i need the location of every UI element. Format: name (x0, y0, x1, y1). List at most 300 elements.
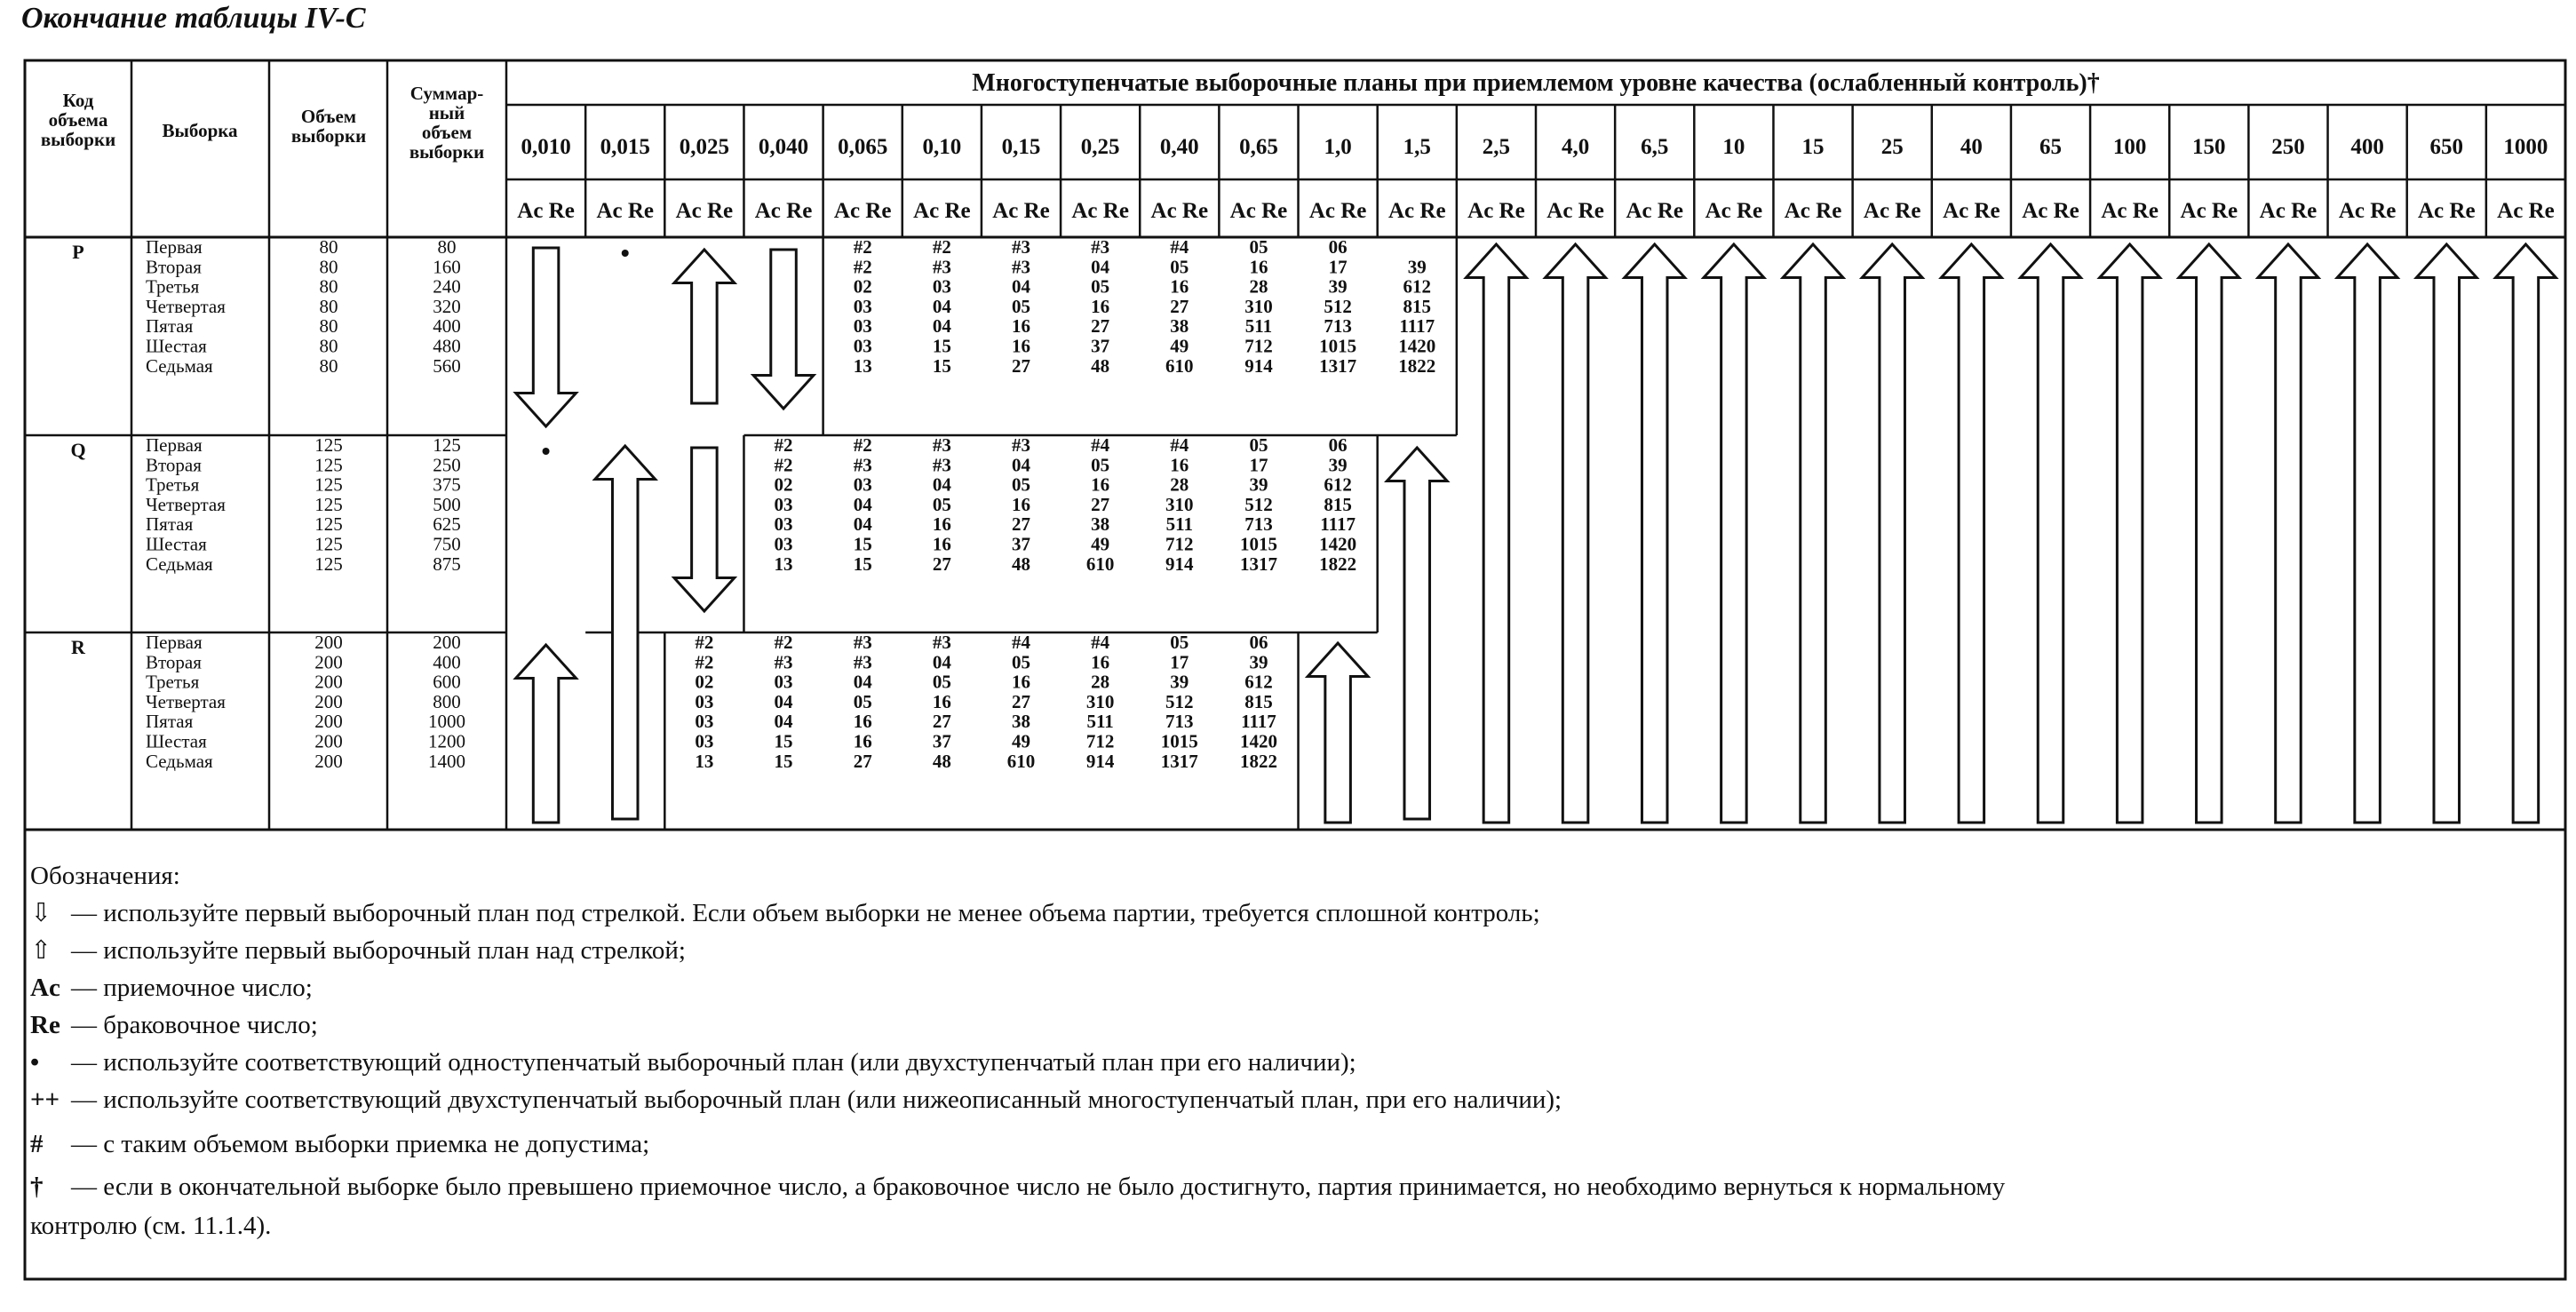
arrow-down-icon (674, 448, 735, 611)
acre-value: #2 (932, 236, 951, 258)
sample-size: 80 (319, 275, 338, 298)
arrow-up-icon (2179, 244, 2239, 823)
acre-value: 27 (1012, 513, 1030, 536)
acre-value: 712 (1244, 335, 1273, 357)
acre-value: 05 (1012, 473, 1030, 496)
group-code: P (72, 241, 84, 263)
acre-value: 04 (932, 473, 951, 496)
legend-text: — используйте соответствующий одноступенчатый выборочный план (или двухступенчатый план при его наличии); (71, 1048, 1356, 1077)
acre-value: #3 (932, 434, 951, 456)
acre-value: 03 (774, 671, 793, 693)
acre-value: 04 (932, 295, 951, 317)
acre-value: 15 (932, 354, 951, 377)
arrow-down-icon (753, 250, 814, 409)
acre-value: 49 (1012, 730, 1030, 752)
cumulative-size: 80 (437, 236, 457, 258)
acre-value: 05 (1091, 275, 1110, 298)
acre-value: 713 (1244, 513, 1273, 536)
legend-item-re (30, 1006, 2535, 1044)
cumulative-size: 480 (433, 335, 461, 357)
acre-value: 13 (774, 553, 793, 575)
acre-value: 16 (1012, 315, 1030, 338)
group-code: R (71, 636, 85, 658)
acre-value: 48 (1012, 553, 1030, 575)
legend-symbol-ac: Ac (30, 974, 60, 1002)
sample-size: 200 (314, 711, 343, 733)
acre-value: 05 (1012, 651, 1030, 673)
header-cumulative: ный (428, 102, 465, 123)
legend-symbol-plusplus: ++ (30, 1085, 60, 1114)
acre-label: Ac Re (1308, 199, 1367, 223)
acre-label: Ac Re (596, 199, 655, 223)
cumulative-size: 800 (433, 690, 461, 712)
acre-value: 16 (853, 711, 872, 733)
sample-name: Третья (146, 275, 200, 298)
sample-size: 125 (314, 434, 343, 456)
header-code: объема (48, 109, 108, 131)
legend-text: — если в окончательной выборке было превышено приемочное число, а браковочное число не было достигнуто, партия принимается, но необходимо вернуться к нормальному (71, 1173, 2006, 1201)
arrow-up-icon (1625, 244, 1685, 823)
acre-value: 05 (1091, 454, 1110, 476)
aql-column-label: 0,015 (600, 135, 650, 159)
acre-value: #4 (1012, 632, 1030, 653)
legend-item-dot (30, 1044, 2535, 1081)
sample-size: 200 (314, 671, 343, 693)
sample-size: 80 (319, 315, 338, 338)
acre-value: 16 (1012, 335, 1030, 357)
arrow-up-icon (516, 645, 576, 823)
cumulative-size: 600 (433, 671, 461, 693)
acre-value: 03 (774, 493, 793, 515)
acre-label: Ac Re (1467, 199, 1525, 223)
acre-value: 17 (1249, 454, 1268, 476)
acre-value: 38 (1170, 315, 1189, 338)
acre-value: 1822 (1319, 553, 1357, 575)
acre-label: Ac Re (754, 199, 813, 223)
aql-column-label: 1,0 (1324, 135, 1352, 159)
sample-size: 80 (319, 335, 338, 357)
dot-icon (543, 448, 550, 455)
acre-value: 04 (1012, 275, 1030, 298)
acre-value: 39 (1170, 671, 1189, 693)
aql-column-label: 0,010 (521, 135, 571, 159)
acre-value: 914 (1165, 553, 1194, 575)
header-code: выборки (40, 129, 116, 150)
aql-column-label: 0,10 (922, 135, 962, 159)
acre-label: Ac Re (1626, 199, 1684, 223)
legend-symbol-re: Re (30, 1011, 60, 1039)
acre-value: 03 (695, 730, 714, 752)
sample-name: Первая (146, 632, 203, 653)
sample-size: 80 (319, 236, 338, 258)
header-cumulative: Суммар- (409, 83, 484, 104)
cumulative-size: 400 (433, 315, 461, 338)
sample-name: Шестая (146, 335, 207, 357)
sample-size: 125 (314, 513, 343, 536)
cumulative-size: 200 (433, 632, 461, 653)
acre-value: 38 (1012, 711, 1030, 733)
header-title: Многоступенчатые выборочные планы при приемлемом уровне качества (ослабленный контроль)† (972, 69, 2100, 97)
arrow-up-icon (2337, 244, 2397, 823)
acre-value: 612 (1403, 275, 1432, 298)
acre-label: Ac Re (1387, 199, 1446, 223)
acre-value: 05 (932, 671, 951, 693)
acre-value: 05 (932, 493, 951, 515)
acre-value: 06 (1249, 632, 1268, 653)
cumulative-size: 400 (433, 651, 461, 673)
sample-name: Четвертая (146, 295, 226, 317)
acre-value: 39 (1249, 651, 1268, 673)
acre-label: Ac Re (2497, 199, 2555, 223)
acre-value: 04 (853, 671, 872, 693)
acre-value: 05 (1170, 256, 1189, 278)
legend-text: — приемочное число; (71, 974, 313, 1002)
acre-value: 310 (1165, 493, 1194, 515)
acre-value: 1117 (1399, 315, 1435, 338)
acre-label: Ac Re (517, 199, 575, 223)
acre-value: 612 (1324, 473, 1352, 496)
acre-value: 15 (932, 335, 951, 357)
legend-item-up-arrow (30, 932, 2535, 969)
cumulative-size: 875 (433, 553, 461, 575)
acre-value: 16 (1170, 454, 1189, 476)
acre-value: 815 (1403, 295, 1432, 317)
acre-value: 1317 (1319, 354, 1357, 377)
acre-value: 1822 (1398, 354, 1436, 377)
arrow-down-icon: ⇩ (30, 899, 52, 927)
acre-value: #3 (853, 651, 872, 673)
acre-value: 1420 (1239, 730, 1277, 752)
cumulative-size: 320 (433, 295, 461, 317)
acre-value: 02 (695, 671, 714, 693)
sample-name: Третья (146, 671, 200, 693)
acre-value: 05 (1249, 236, 1268, 258)
acre-value: #4 (1091, 434, 1110, 456)
aql-column-label: 0,040 (758, 135, 809, 159)
acre-value: 03 (695, 711, 714, 733)
acre-value: 37 (1091, 335, 1110, 357)
cumulative-size: 1000 (428, 711, 465, 733)
acre-value: 1015 (1319, 335, 1357, 357)
legend-item-plusplus (30, 1081, 2535, 1118)
acre-value: #3 (932, 256, 951, 278)
aql-column-label: 1,5 (1403, 135, 1431, 159)
acre-value: 612 (1244, 671, 1273, 693)
legend-item-hash (30, 1125, 2535, 1163)
acre-value: 27 (1012, 354, 1030, 377)
cumulative-size: 250 (433, 454, 461, 476)
acre-value: 511 (1244, 315, 1273, 338)
arrow-up-icon (1941, 244, 2001, 823)
acre-value: 06 (1328, 434, 1348, 456)
legend-text: — используйте первый выборочный план над стрелкой; (71, 936, 686, 965)
arrow-down-icon (516, 248, 576, 426)
acre-value: 511 (1165, 513, 1193, 536)
sample-size: 125 (314, 553, 343, 575)
acre-value: 16 (1091, 651, 1110, 673)
acre-value: 712 (1165, 533, 1194, 555)
aql-column-label: 2,5 (1482, 135, 1511, 159)
sample-size: 80 (319, 354, 338, 377)
acre-value: 38 (1091, 513, 1110, 536)
acre-label: Ac Re (913, 199, 971, 223)
arrow-up-icon (1704, 244, 1764, 823)
acre-value: 511 (1086, 711, 1114, 733)
aql-column-label: 0,25 (1080, 135, 1120, 159)
acre-value: 04 (774, 690, 793, 712)
arrow-up-icon (2496, 244, 2556, 823)
legend (30, 857, 2535, 1240)
sample-size: 200 (314, 632, 343, 653)
acre-value: 16 (1012, 493, 1030, 515)
acre-value: 15 (853, 533, 872, 555)
acre-label: Ac Re (2338, 199, 2397, 223)
acre-label: Ac Re (2417, 199, 2476, 223)
sample-name: Седьмая (146, 553, 213, 575)
acre-value: 16 (932, 690, 951, 712)
sample-size: 200 (314, 730, 343, 752)
legend-text: — используйте соответствующий двухступенчатый выборочный план (или нижеописанный многоступенчатый план, при его наличии); (71, 1085, 1562, 1114)
legend-item-ac (30, 969, 2535, 1006)
legend-item-down-arrow (30, 895, 2535, 932)
acre-value: 17 (1328, 256, 1348, 278)
acre-value: 27 (1170, 295, 1189, 317)
acre-value: 1117 (1320, 513, 1356, 536)
acre-value: #2 (853, 434, 872, 456)
acre-value: 03 (853, 473, 872, 496)
arrow-up-icon (2100, 244, 2160, 823)
aql-column-label: 0,065 (838, 135, 888, 159)
sample-name: Вторая (146, 256, 202, 278)
acre-value: 05 (1170, 632, 1189, 653)
aql-column-label: 1000 (2503, 135, 2548, 159)
aql-column-label: 15 (1801, 135, 1825, 159)
acre-label: Ac Re (2022, 199, 2079, 223)
aql-column-label: 250 (2271, 135, 2305, 159)
acre-value: 16 (1012, 671, 1030, 693)
acre-value: #4 (1170, 236, 1189, 258)
acre-value: 27 (1091, 493, 1110, 515)
acre-label: Ac Re (675, 199, 734, 223)
acre-label: Ac Re (1705, 199, 1763, 223)
acre-value: 1317 (1239, 553, 1277, 575)
sample-name: Вторая (146, 454, 202, 476)
sample-name: Седьмая (146, 354, 213, 377)
acre-value: #3 (932, 632, 951, 653)
aql-column-label: 65 (2039, 135, 2062, 159)
acre-value: 04 (932, 315, 951, 338)
acre-value: 1117 (1241, 711, 1276, 733)
acre-value: 27 (853, 750, 872, 772)
sample-name: Седьмая (146, 750, 213, 772)
sample-size: 125 (314, 533, 343, 555)
sample-name: Первая (146, 236, 203, 258)
acre-value: 05 (1249, 434, 1268, 456)
header-size: Объем (300, 106, 357, 127)
cumulative-size: 750 (433, 533, 461, 555)
acre-label: Ac Re (1863, 199, 1921, 223)
acre-value: 05 (1012, 295, 1030, 317)
acre-value: 13 (853, 354, 872, 377)
acre-value: 1015 (1239, 533, 1277, 555)
sample-size: 80 (319, 256, 338, 278)
legend-item-dagger (30, 1168, 2535, 1240)
acre-value: 713 (1165, 711, 1194, 733)
acre-value: 815 (1244, 690, 1273, 712)
acre-value: 16 (1249, 256, 1268, 278)
aql-column-label: 650 (2429, 135, 2464, 159)
arrow-up-icon (1308, 643, 1368, 823)
aql-column-label: 0,65 (1239, 135, 1278, 159)
acre-value: 914 (1244, 354, 1273, 377)
acre-value: 39 (1328, 275, 1348, 298)
sample-size: 125 (314, 493, 343, 515)
acre-value: #3 (853, 454, 872, 476)
sample-size: 80 (319, 295, 338, 317)
arrow-up-icon (1467, 244, 1527, 823)
acre-value: 815 (1324, 493, 1352, 515)
acre-value: 03 (695, 690, 714, 712)
acre-value: 37 (1012, 533, 1030, 555)
acre-value: 1420 (1398, 335, 1436, 357)
acre-label: Ac Re (1546, 199, 1604, 223)
acre-value: 48 (932, 750, 951, 772)
acre-label: Ac Re (1784, 199, 1842, 223)
acre-value: #2 (695, 632, 714, 653)
acre-value: #2 (774, 454, 793, 476)
acre-value: #2 (695, 651, 714, 673)
acre-value: #3 (932, 454, 951, 476)
acre-value: 512 (1244, 493, 1273, 515)
acre-value: 610 (1165, 354, 1194, 377)
acre-value: 03 (853, 335, 872, 357)
acre-value: 17 (1170, 651, 1189, 673)
acre-value: 1420 (1319, 533, 1357, 555)
acre-value: 16 (1091, 295, 1110, 317)
sample-size: 200 (314, 750, 343, 772)
legend-text: — используйте первый выборочный план под стрелкой. Если объем выборки не менее объема партии, требуется сплошной контроль; (71, 899, 1540, 927)
acre-label: Ac Re (1943, 199, 2000, 223)
acre-value: 16 (932, 513, 951, 536)
acre-value: 914 (1085, 750, 1115, 772)
sample-name: Пятая (146, 513, 194, 536)
acre-label: Ac Re (2259, 199, 2318, 223)
acre-value: #3 (774, 651, 793, 673)
legend-text: — с таким объемом выборки приемка не допустима; (71, 1130, 650, 1158)
sample-name: Первая (146, 434, 203, 456)
acre-value: #3 (853, 632, 872, 653)
legend-text: — браковочное число; (71, 1011, 318, 1039)
cumulative-size: 1200 (428, 730, 465, 752)
acre-label: Ac Re (2180, 199, 2238, 223)
aql-column-label: 25 (1880, 135, 1904, 159)
acre-label: Ac Re (1150, 199, 1209, 223)
acre-value: 28 (1249, 275, 1268, 298)
acre-label: Ac Re (1071, 199, 1129, 223)
acre-value: 1317 (1160, 750, 1198, 772)
cumulative-size: 625 (433, 513, 461, 536)
acre-value: #2 (774, 632, 793, 653)
acre-value: 04 (774, 711, 793, 733)
arrow-up-icon (1783, 244, 1843, 823)
acre-value: #2 (774, 434, 793, 456)
arrow-up-icon (2258, 244, 2318, 823)
sample-name: Шестая (146, 533, 207, 555)
acre-value: 28 (1091, 671, 1110, 693)
acre-label: Ac Re (1229, 199, 1288, 223)
acre-value: 15 (774, 730, 793, 752)
acre-value: 04 (932, 651, 951, 673)
aql-column-label: 0,40 (1159, 135, 1199, 159)
acre-value: #3 (1012, 256, 1030, 278)
cumulative-size: 1400 (428, 750, 465, 772)
table-caption: Окончание таблицы IV-C (21, 2, 366, 35)
acre-value: 1822 (1239, 750, 1277, 772)
acre-value: 39 (1328, 454, 1348, 476)
acre-value: 04 (1091, 256, 1110, 278)
acre-value: 16 (1091, 473, 1110, 496)
sample-name: Четвертая (146, 493, 226, 515)
header-sample: Выборка (162, 120, 238, 141)
sample-name: Шестая (146, 730, 207, 752)
cumulative-size: 160 (433, 256, 461, 278)
header-code: Код (62, 90, 94, 111)
acre-value: 27 (932, 711, 951, 733)
acre-value: 03 (774, 533, 793, 555)
sample-size: 125 (314, 473, 343, 496)
dagger-icon: † (30, 1173, 44, 1201)
acre-value: 28 (1170, 473, 1189, 496)
acre-value: #3 (1091, 236, 1110, 258)
acre-value: #4 (1091, 632, 1110, 653)
aql-column-label: 100 (2112, 135, 2147, 159)
acre-value: 712 (1085, 730, 1115, 752)
legend-symbol-hash: # (30, 1130, 44, 1158)
cumulative-size: 560 (433, 354, 461, 377)
acre-label: Ac Re (992, 199, 1050, 223)
acre-value: #3 (1012, 236, 1030, 258)
header-cumulative: выборки (409, 141, 485, 163)
acre-value: 05 (853, 690, 872, 712)
aql-column-label: 0,15 (1001, 135, 1041, 159)
acre-value: 39 (1407, 256, 1427, 278)
acre-value: #4 (1170, 434, 1189, 456)
acre-value: 03 (853, 315, 872, 338)
cumulative-size: 125 (433, 434, 461, 456)
acre-value: 02 (774, 473, 793, 496)
acre-value: 610 (1085, 553, 1115, 575)
acre-value: 49 (1170, 335, 1189, 357)
acre-value: 1015 (1160, 730, 1198, 752)
sample-name: Четвертая (146, 690, 226, 712)
arrow-up-icon: ⇧ (30, 936, 52, 965)
acre-label: Ac Re (833, 199, 892, 223)
acre-value: 03 (932, 275, 951, 298)
sample-name: Третья (146, 473, 200, 496)
header-cumulative: объем (421, 122, 473, 143)
acre-value: 04 (853, 513, 872, 536)
acre-value: 49 (1091, 533, 1110, 555)
dot-icon (622, 250, 629, 257)
acre-value: 512 (1324, 295, 1352, 317)
cumulative-size: 240 (433, 275, 461, 298)
acre-value: 16 (1170, 275, 1189, 298)
acre-value: 39 (1249, 473, 1268, 496)
cumulative-size: 375 (433, 473, 461, 496)
sample-name: Вторая (146, 651, 202, 673)
acre-value: 27 (1091, 315, 1110, 338)
aql-column-label: 10 (1722, 135, 1745, 159)
